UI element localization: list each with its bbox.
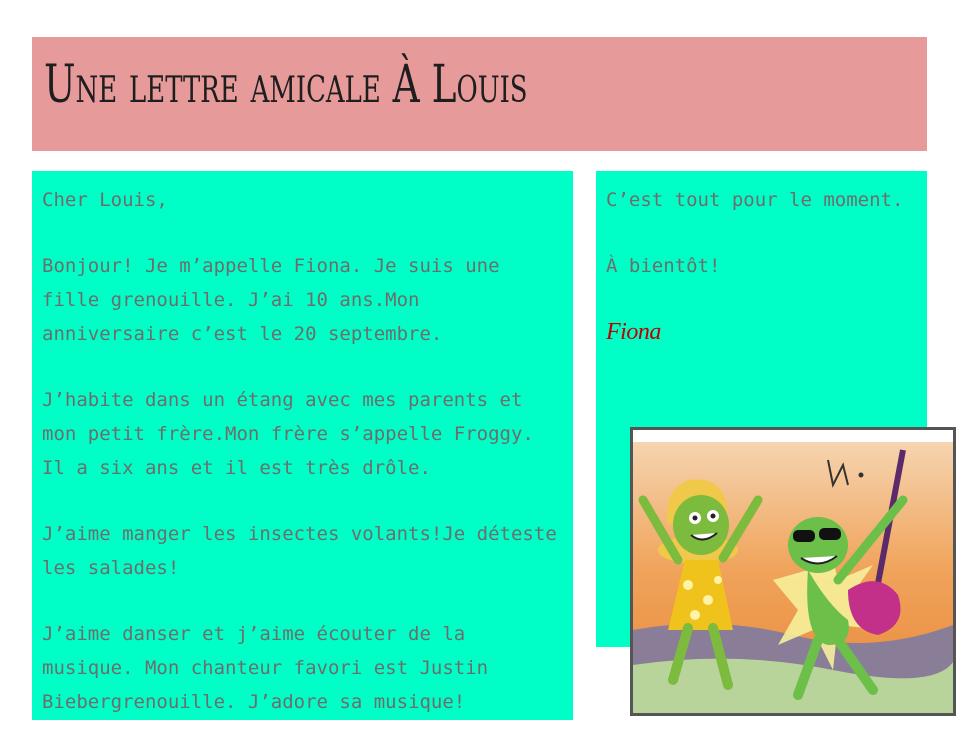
letter-paragraph: J’aime manger les insectes volants!Je déteste les salades!: [42, 523, 557, 579]
letter-paragraph: Bonjour! Je m’appelle Fiona. Je suis une fille grenouille. J’ai 10 ans.Mon anniversaire c’est le 20 septembre.: [42, 255, 500, 345]
page-title: Une lettre amicale À Louis: [44, 55, 528, 115]
closing-line: C’est tout pour le moment.: [606, 189, 904, 211]
letter-paragraph: J’habite dans un étang avec mes parents et mon petit frère.Mon frère s’appelle Froggy. Il a six ans et il est très drôle.: [42, 389, 534, 479]
letter-paragraph: J’aime danser et j’aime écouter de la musique. Mon chanteur favori est Justin Biebergrenouille. J’adore sa musique!: [42, 623, 489, 713]
frogs-illustration: [630, 427, 956, 716]
letter-greeting: Cher Louis,: [42, 189, 168, 211]
closing-line: À bientôt!: [606, 255, 721, 277]
letter-body-panel: [32, 171, 573, 720]
title-banner: [32, 37, 927, 151]
dancing-frogs-icon: [633, 430, 953, 713]
signature: Fiona: [606, 319, 661, 345]
